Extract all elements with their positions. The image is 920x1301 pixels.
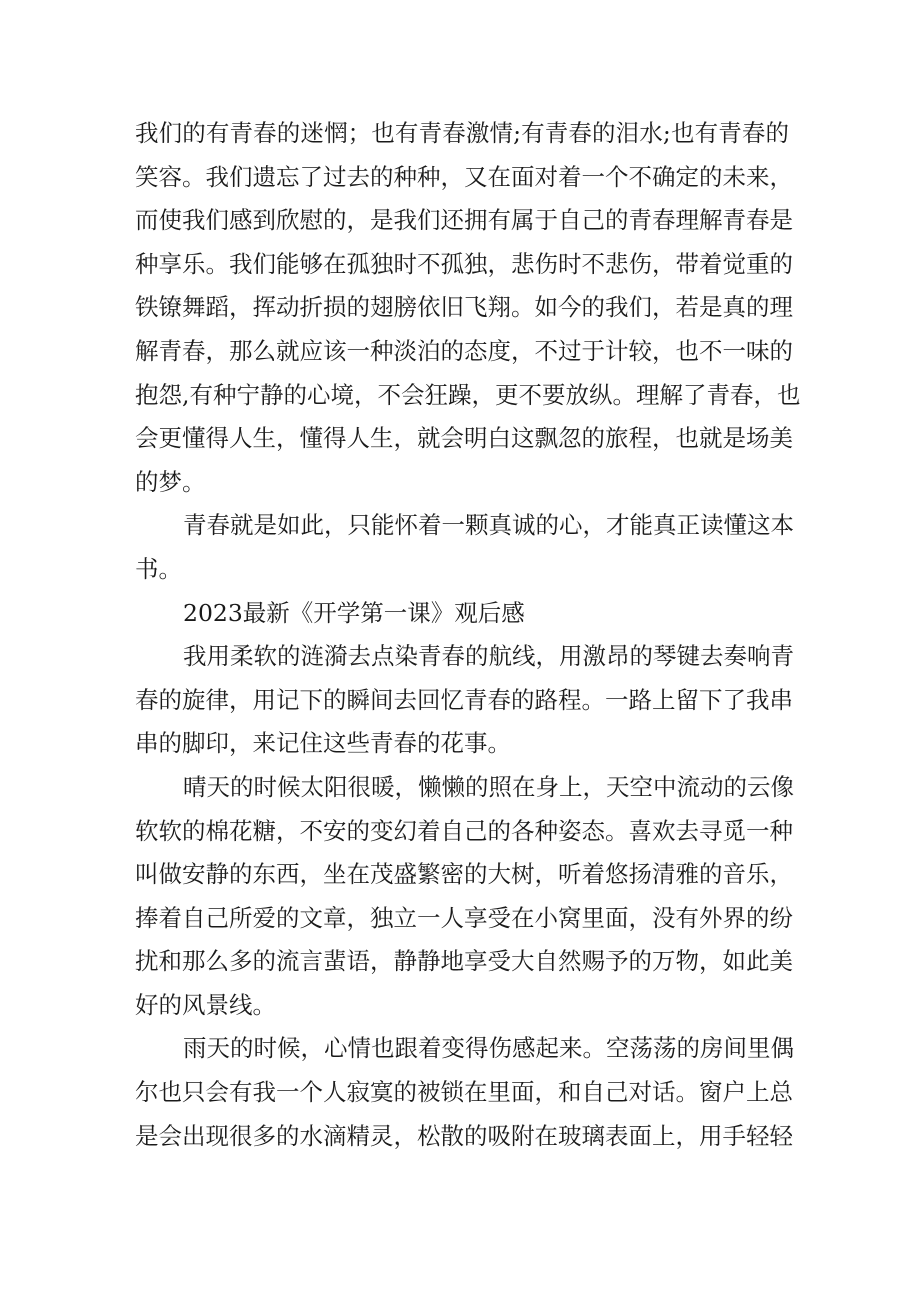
text-line: 铁镣舞蹈，挥动折损的翅膀依旧飞翔。如今的我们，若是真的理	[135, 293, 793, 322]
text-line: 捧着自己所爱的文章，独立一人享受在小窝里面，没有外界的纷	[135, 903, 793, 932]
text-line: 抱怨,有种宁静的心境，不会狂躁，更不要放纵。理解了青春，也	[135, 380, 801, 409]
paragraph-5	[135, 1027, 794, 1158]
text-line: 雨天的时候，心情也跟着变得伤感起来。空荡荡的房间里偶	[183, 1034, 794, 1063]
text-line: 种享乐。我们能够在孤独时不孤独，悲伤时不悲伤，带着觉重的	[135, 249, 793, 278]
text-line: 软软的棉花糖，不安的变幻着自己的各种姿态。喜欢去寻觅一种	[135, 816, 793, 845]
text-line: 扰和那么多的流言蜚语，静静地享受大自然赐予的万物，如此美	[135, 947, 793, 976]
text-line: 春的旋律，用记下的瞬间去回忆青春的路程。一路上留下了我串	[135, 685, 793, 714]
text-line: 我们的有青春的迷惘；也有青春激情;有青春的泪水;也有青春的	[135, 119, 789, 147]
text-line: 好的风景线。	[135, 990, 276, 1019]
text-line: 尔也只会有我一个人寂寞的被锁在里面，和自己对话。窗户上总	[135, 1078, 793, 1107]
text-line: 书。	[135, 554, 182, 583]
heading-text: 2023最新《开学第一课》观后感	[183, 598, 525, 627]
paragraph-3	[135, 635, 794, 766]
text-line: 解青春，那么就应该一种淡泊的态度，不过于计较，也不一味的	[135, 336, 793, 365]
paragraph-2	[135, 504, 794, 591]
section-heading	[135, 592, 789, 636]
text-line: 串的脚印，来记住这些青春的花事。	[135, 729, 511, 758]
text-line: 我用柔软的涟漪去点染青春的航线，用激昂的琴键去奏响青	[183, 642, 794, 671]
document-body	[135, 112, 801, 1158]
text-line: 青春就是如此，只能怀着一颗真诚的心，才能真正读懂这本	[183, 511, 794, 540]
text-line: 会更懂得人生，懂得人生，就会明白这飘忽的旅程，也就是场美	[135, 424, 793, 453]
text-line: 晴天的时候太阳很暖，懒懒的照在身上，天空中流动的云像	[183, 772, 794, 801]
text-line: 是会出现很多的水滴精灵，松散的吸附在玻璃表面上，用手轻轻	[135, 1121, 793, 1150]
text-line: 的梦。	[135, 467, 206, 496]
text-line: 笑容。我们遗忘了过去的种种，又在面对着一个不确定的未来，	[135, 162, 793, 191]
paragraph-1	[135, 112, 801, 504]
text-line: 而使我们感到欣慰的，是我们还拥有属于自己的青春理解青春是	[135, 206, 793, 235]
text-line: 叫做安静的东西，坐在茂盛繁密的大树，听着悠扬清雅的音乐，	[135, 860, 793, 889]
paragraph-4	[135, 766, 794, 1028]
